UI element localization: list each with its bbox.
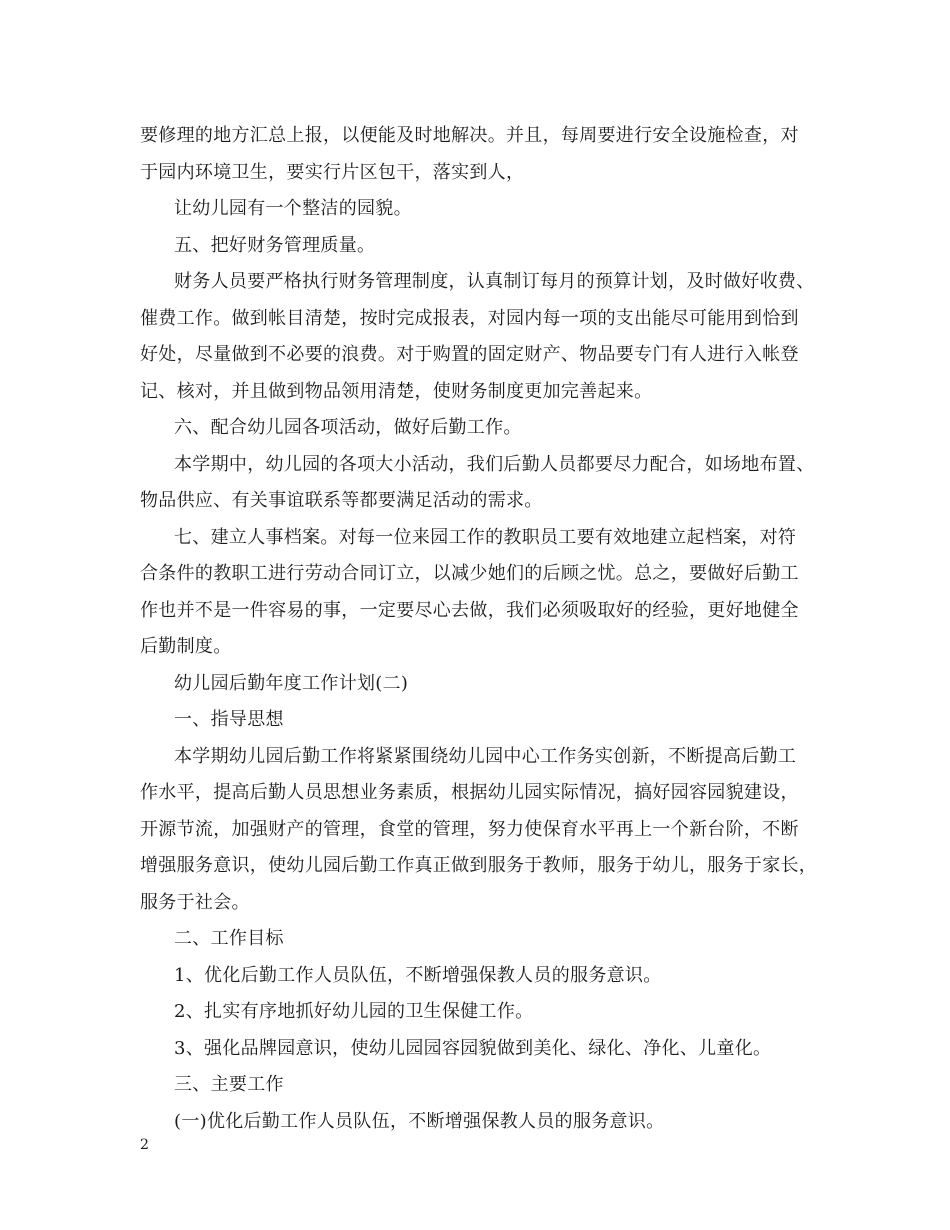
text-line: 服务于社会。 (140, 891, 250, 913)
section-heading: 三、主要工作 (174, 1074, 284, 1095)
list-item: 3、强化品牌园意识，使幼儿园园容园貌做到美化、绿化、净化、儿童化。 (174, 1037, 772, 1059)
text-line: 后勤制度。 (140, 636, 232, 657)
text-line: 七、建立人事档案。对每一位来园工作的教职员工要有效地建立起档案，对符 (174, 526, 797, 548)
section-heading: 二、工作目标 (174, 928, 284, 949)
text-line: 记、核对，并且做到物品领用清楚，使财务制度更加完善起来。 (140, 380, 653, 402)
page-number: 2 (140, 1137, 149, 1153)
section-heading: 一、指导思想 (174, 709, 284, 730)
text-line: 合条件的教职工进行劳动合同订立，以减少她们的后顾之忧。总之，要做好后勤工 (140, 563, 799, 584)
text-line: 本学期中，幼儿园的各项大小活动，我们后勤人员都要尽力配合，如场地布置、 (174, 453, 815, 475)
text-line: 好处，尽量做到不必要的浪费。对于购置的固定财产、物品要专门有人进行入帐登 (140, 344, 799, 365)
text-line: 让幼儿园有一个整洁的园貌。 (174, 198, 412, 219)
text-line: 增强服务意识，使幼儿园后勤工作真正做到服务于教师，服务于幼儿，服务于家长， (140, 855, 818, 876)
text-line: 开源节流，加强财产的管理，食堂的管理，努力使保育水平再上一个新台阶，不断 (140, 818, 799, 840)
text-line: 本学期幼儿园后勤工作将紧紧围绕幼儿园中心工作务实创新，不断提高后勤工 (174, 745, 797, 767)
text-line: 物品供应、有关事谊联系等都要满足活动的需求。 (140, 490, 543, 511)
text-line: 要修理的地方汇总上报，以便能及时地解决。并且，每周要进行安全设施检查，对 (140, 125, 799, 146)
text-line: 于园内环境卫生，要实行片区包干，落实到人， (140, 161, 525, 183)
text-line: 财务人员要严格执行财务管理制度，认真制订每月的预算计划，及时做好收费、 (174, 271, 815, 292)
document-subtitle: 幼儿园后勤年度工作计划(二) (174, 672, 409, 694)
text-line: 催费工作。做到帐目清楚，按时完成报表，对园内每一项的支出能尽可能用到恰到 (140, 307, 799, 329)
subsection-heading: (一)优化后勤工作人员队伍，不断增强保教人员的服务意识。 (174, 1110, 665, 1132)
document-body (140, 118, 818, 1140)
list-item: 2、扎实有序地抓好幼儿园的卫生保健工作。 (174, 1001, 534, 1022)
list-item: 1、优化后勤工作人员队伍，不断增强保教人员的服务意识。 (174, 964, 662, 986)
text-line: 作也并不是一件容易的事，一定要尽心去做，我们必须吸取好的经验，更好地健全 (140, 599, 799, 621)
section-heading: 六、配合幼儿园各项活动，做好后勤工作。 (174, 417, 522, 438)
section-heading: 五、把好财务管理质量。 (174, 234, 376, 256)
text-line: 作水平，提高后勤人员思想业务素质，根据幼儿园实际情况，搞好园容园貌建设， (140, 782, 799, 803)
